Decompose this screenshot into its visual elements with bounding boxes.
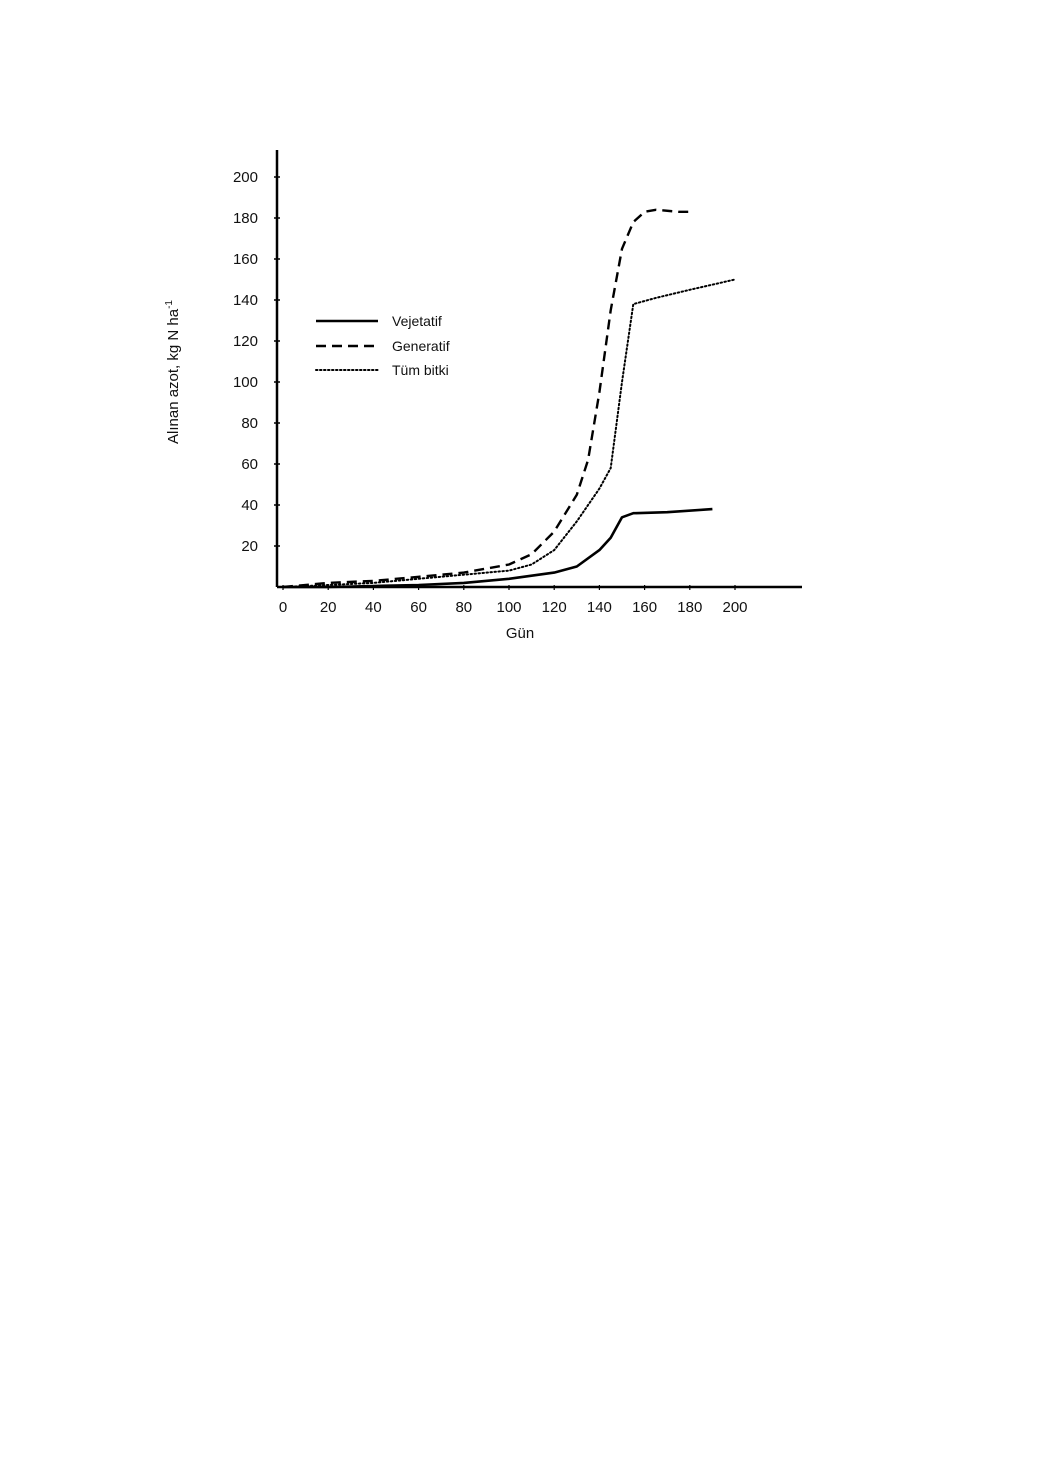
legend-label-3: Tüm bitki bbox=[392, 362, 449, 378]
y-axis-title-text: Alınan azot, kg N ha bbox=[165, 308, 182, 444]
y-axis-title bbox=[164, 300, 182, 444]
series-layer bbox=[283, 210, 735, 587]
series-line-3 bbox=[283, 280, 735, 588]
y-tick-label: 40 bbox=[241, 497, 258, 514]
y-tick-label: 80 bbox=[241, 415, 258, 432]
x-tick-label: 120 bbox=[541, 599, 567, 616]
y-tick-label: 120 bbox=[232, 333, 258, 350]
legend-label-2: Generatif bbox=[392, 338, 450, 354]
x-tick-label: 200 bbox=[722, 599, 748, 616]
y-tick-label: 180 bbox=[232, 210, 258, 227]
y-tick-label: 160 bbox=[232, 251, 258, 268]
series-line-2 bbox=[283, 210, 690, 587]
x-tick-label: 140 bbox=[586, 599, 612, 616]
x-tick-label: 0 bbox=[278, 599, 288, 616]
y-tick-label: 140 bbox=[232, 292, 258, 309]
y-ticks bbox=[233, 169, 280, 555]
legend bbox=[316, 313, 450, 378]
x-tick-label: 100 bbox=[496, 599, 522, 616]
axes bbox=[277, 150, 802, 587]
y-axis-title-superscript: -1 bbox=[164, 300, 175, 309]
legend-label-1: Vejetatif bbox=[392, 313, 442, 329]
x-tick-label: 40 bbox=[365, 599, 382, 616]
y-tick-label: 100 bbox=[232, 374, 258, 391]
y-tick-label: 200 bbox=[232, 169, 258, 186]
x-axis-title: Gün bbox=[505, 625, 535, 642]
x-tick-label: 180 bbox=[677, 599, 703, 616]
x-tick-label: 60 bbox=[410, 599, 427, 616]
x-ticks bbox=[279, 585, 748, 616]
y-tick-label: 20 bbox=[241, 538, 258, 555]
x-tick-label: 80 bbox=[455, 599, 473, 616]
y-tick-label: 60 bbox=[241, 456, 258, 473]
series-line-1 bbox=[283, 509, 712, 587]
x-tick-label: 160 bbox=[632, 599, 658, 616]
x-tick-label: 20 bbox=[319, 599, 337, 616]
